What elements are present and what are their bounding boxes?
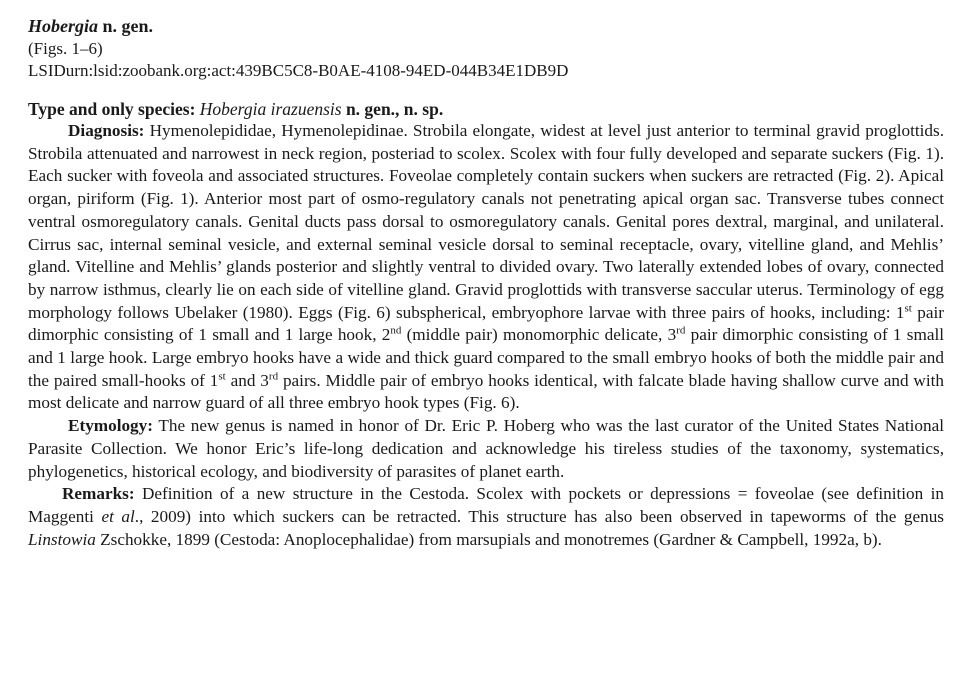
diagnosis-text-6: pairs. Middle pair of embryo hooks identical, with falcate blade having shallow curve and with most delicate and narrow guard of all three embryo hook types (Fig. 6). <box>28 370 944 413</box>
etymology-text: The new genus is named in honor of Dr. Eric P. Hoberg who was the last curator of the United States National Parasite Collection. We honor Eric’s life-long dedication and acknowledge his tireless studies of the taxonomy, systematics, phylogenetics, historical ecology, and biodiversity of parasites of planet earth. <box>28 416 944 481</box>
remarks-paragraph <box>28 483 944 551</box>
remarks-text-1: Definition of a new structure in the Cestoda. Scolex with pockets or depressions = foveolae (see definition in Maggenti <box>28 484 944 526</box>
diagnosis-text-2: pair dimorphic consisting of 1 small and 1 large hook, 2 <box>28 302 944 345</box>
figure-reference: (Figs. 1–6) <box>28 39 103 58</box>
diagnosis-text-1: Hymenolepididae, Hymenolepidinae. Strobila elongate, widest at level just anterior to terminal gravid proglottids. Strobila attenuated and narrowest in neck region, posteriad to scolex. Scolex with four fully developed and separate suckers (Fig. 1). Each sucker with foveola and associated structures. Foveolae completely contain suckers when suckers are retracted (Fig. 2). Apical organ, piriform (Fig. 1). Anterior most part of osmo-regulatory canals not penetrating apical organ sac. Transverse tubes connect ventral osmoregulatory canals. Genital ducts pass dorsal to osmoregulatory canals. Genital pores dextral, marginal, and unilateral. Cirrus sac, internal seminal vesicle, and external seminal vesicle dorsal to seminal receptacle, ovary, vitelline gland, and Mehlis’ gland. Vitelline and Mehlis’ glands posterior and slightly ventral to divided ovary. Two laterally extended lobes of ovary, connected by narrow isthmus, clearly lie on each side of vitelline gland. Gravid proglottids with transverse saccular uterus. Terminology of egg morphology follows Ubelaker (1980). Eggs (Fig. 6) subspherical, embryophore larvae with three pairs of hooks, including: 1 <box>28 121 944 322</box>
sup-1st-b: st <box>218 370 226 382</box>
genus-name: Hobergia <box>28 16 98 36</box>
sup-3rd-a: rd <box>676 324 686 337</box>
remarks-genus-linstowia: Linstowia <box>28 529 96 549</box>
diagnosis-text-5: and 3 <box>225 370 269 390</box>
diagnosis-label: Diagnosis: <box>68 121 145 140</box>
sup-3rd-b: rd <box>268 370 279 382</box>
type-species-label: Type and only species: <box>28 99 196 119</box>
diagnosis-text-3: (middle pair) monomorphic delicate, 3 <box>401 325 677 345</box>
remarks-et-al: et al <box>101 506 135 526</box>
sup-2nd: nd <box>390 324 402 337</box>
genus-title <box>28 14 944 38</box>
remarks-text-3: Zschokke, 1899 (Cestoda: Anoplocephalidae) from marsupials and monotremes (Gardner & Campbell, 1992a, b). <box>95 529 882 549</box>
type-species-suffix: n. gen., n. sp. <box>341 99 444 119</box>
zoobank-lsid: LSIDurn:lsid:zoobank.org:act:439BC5C8-B0AE-4108-94ED-044B34E1DB9D <box>28 61 569 80</box>
remarks-text-2: ., 2009) into which suckers can be retracted. This structure has also been observed in tapeworms of the genus <box>134 506 944 526</box>
type-species-name: Hobergia irazuensis <box>199 99 342 119</box>
genus-suffix: n. gen. <box>98 16 154 36</box>
etymology-label: Etymology: <box>68 416 153 436</box>
type-species-line <box>28 98 944 120</box>
etymology-paragraph <box>28 415 944 483</box>
sup-1st-a: st <box>904 301 912 314</box>
diagnosis-text-4: pair dimorphic consisting of 1 small and 1 large hook. Large embryo hooks have a wide and thick guard compared to the small embryo hooks of both the middle pair and the paired small-hooks of 1 <box>28 325 944 390</box>
diagnosis-paragraph <box>28 120 944 415</box>
remarks-label: Remarks: <box>62 484 135 504</box>
